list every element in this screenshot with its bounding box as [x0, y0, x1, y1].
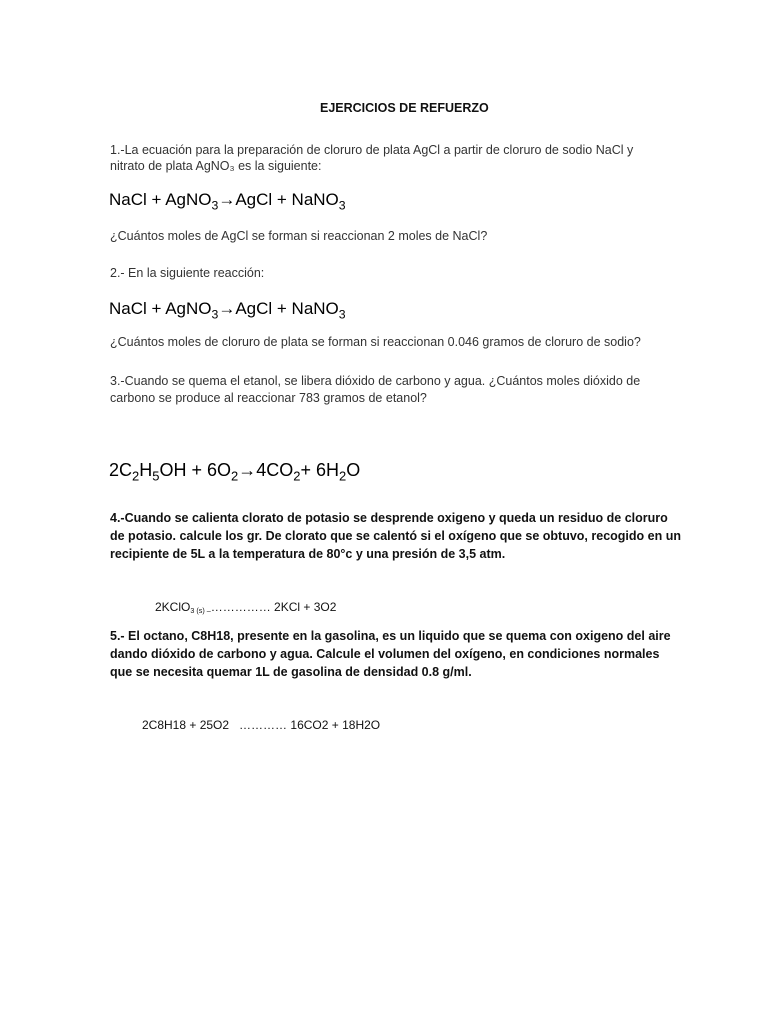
- q3-line-1: 3.-Cuando se quema el etanol, se libera dióxido de carbono y agua. ¿Cuántos moles dióxido de: [110, 374, 641, 388]
- q1-line-1: 1.-La ecuación para la preparación de cloruro de plata AgCl a partir de cloruro de sodio NaCl y: [110, 143, 634, 157]
- q1-question: ¿Cuántos moles de AgCl se forman si reaccionan 2 moles de NaCl?: [110, 229, 488, 243]
- q2-question: ¿Cuántos moles de cloruro de plata se forman si reaccionan 0.046 gramos de cloruro de sodio?: [110, 335, 641, 349]
- eq-subscript: 3: [211, 198, 219, 213]
- eq-subscript: 3 (s) –: [190, 606, 211, 616]
- eq-part: NaCl + AgNO: [109, 190, 212, 209]
- q1-line-2: nitrato de plata AgNO₃ es la siguiente:: [110, 159, 322, 173]
- equation-ethanol-combustion: [109, 460, 361, 484]
- eq-part: NaCl + AgNO: [109, 299, 212, 318]
- q5-line-1: 5.- El octano, C8H18, presente en la gasolina, es un liquido que se quema con oxigeno del aire: [110, 629, 671, 643]
- eq-part: …………… 2KCl + 3O2: [210, 600, 337, 614]
- eq-part: H: [139, 460, 153, 480]
- eq-part: OH + 6O: [159, 460, 231, 480]
- q5-line-2: dando dióxido de carbono y agua. Calcule el volumen del oxígeno, en condiciones normales: [110, 647, 660, 661]
- q4-line-3: recipiente de 5L a la temperatura de 80°c y una presión de 3,5 atm.: [110, 547, 506, 561]
- eq-subscript: 2: [132, 468, 140, 484]
- eq-part: →AgCl + NaNO: [218, 190, 339, 209]
- equation-octane-combustion: 2C8H18 + 25O2 ………… 16CO2 + 18H2O: [142, 718, 381, 732]
- eq-part: →AgCl + NaNO: [218, 299, 339, 318]
- q4-line-2: de potasio. calcule los gr. De clorato que se calentó si el oxígeno que se obtuvo, recogido en un: [110, 529, 681, 543]
- eq-subscript: 3: [338, 307, 346, 322]
- q3-line-2: carbono se produce al reaccionar 783 gramos de etanol?: [110, 391, 427, 405]
- q5-line-3: que se necesita quemar 1L de gasolina de densidad 0.8 g/ml.: [110, 665, 472, 679]
- eq-part: 2KClO: [155, 600, 191, 614]
- eq-subscript: 2: [338, 468, 347, 484]
- eq-subscript: 3: [338, 198, 346, 213]
- eq-subscript: 2: [293, 468, 301, 484]
- eq-subscript: 5: [152, 468, 160, 484]
- equation-nacl-agno3-2: [109, 299, 346, 322]
- eq-part: 2C: [109, 460, 133, 480]
- eq-part: O: [346, 460, 361, 480]
- q2-intro: 2.- En la siguiente reacción:: [110, 266, 265, 280]
- q4-line-1: 4.-Cuando se calienta clorato de potasio se desprende oxigeno y queda un residuo de cloruro: [110, 511, 668, 525]
- equation-nacl-agno3-1: [109, 190, 346, 213]
- page-title: EJERCICIOS DE REFUERZO: [320, 101, 489, 115]
- equation-kclo3: [155, 600, 336, 614]
- eq-part: →4CO: [238, 460, 294, 480]
- eq-subscript: 2: [230, 468, 239, 484]
- eq-part: + 6H: [300, 460, 339, 480]
- eq-subscript: 3: [211, 307, 219, 322]
